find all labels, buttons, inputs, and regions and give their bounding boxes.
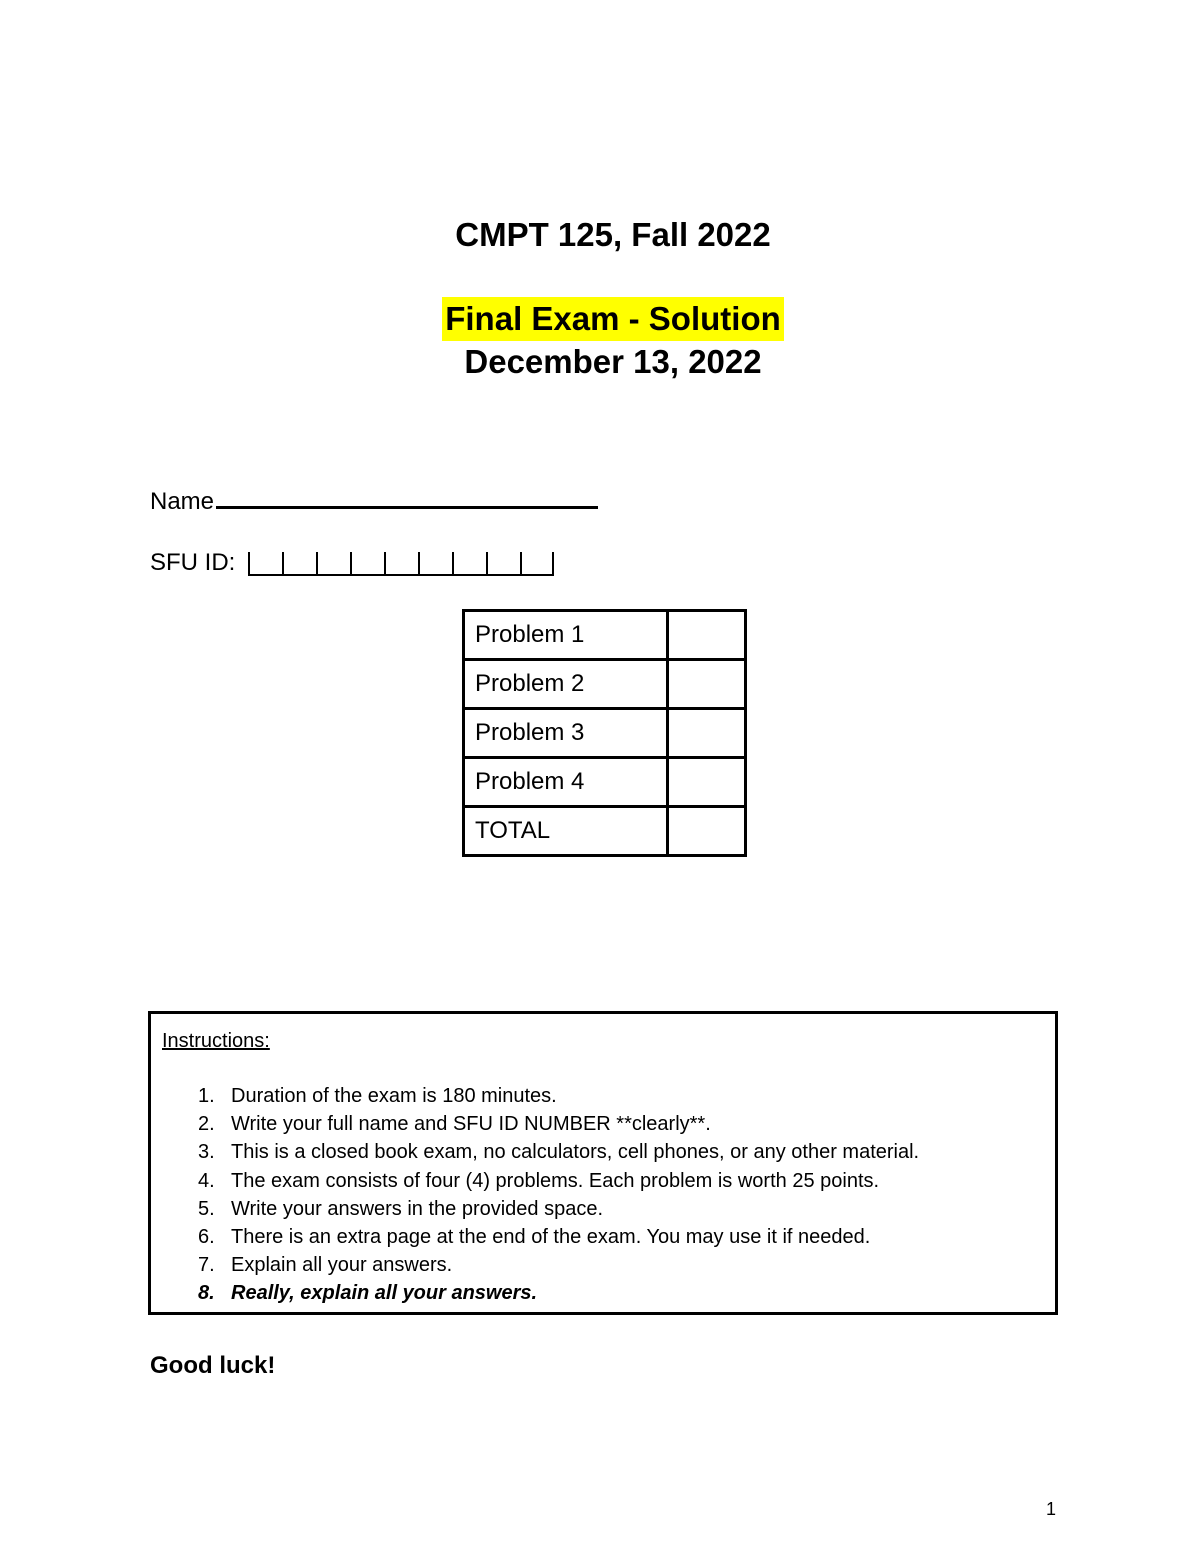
instruction-number: 1. [198, 1085, 215, 1107]
sfu-id-digit-box[interactable] [384, 552, 418, 576]
page-number: 1 [1046, 1499, 1057, 1519]
sfu-id-digit-box[interactable] [486, 552, 520, 576]
instruction-number: 5. [198, 1197, 215, 1220]
score-label: Problem 4 [464, 758, 668, 807]
instructions-list [151, 1082, 919, 1308]
instruction-item [151, 1138, 919, 1166]
instruction-text: The exam consists of four (4) problems. Each problem is worth 25 points. [231, 1169, 880, 1192]
score-table [462, 609, 747, 857]
instruction-item-emphasis [151, 1279, 919, 1307]
score-row-total [464, 807, 746, 856]
name-blank-line[interactable] [216, 480, 598, 509]
score-value [668, 709, 746, 758]
sfu-id-digit-box[interactable] [282, 552, 316, 576]
score-value [668, 807, 746, 856]
score-value [668, 611, 746, 660]
score-row-problem-3 [464, 709, 746, 758]
exam-title-container [0, 297, 1200, 341]
instructions-box [148, 1011, 1058, 1315]
sfu-id-digit-box[interactable] [248, 552, 282, 576]
sfu-id-boxes[interactable] [248, 545, 554, 581]
score-label: Problem 1 [464, 611, 668, 660]
instruction-number: 4. [198, 1169, 215, 1192]
sfu-id-label: SFU ID: [150, 549, 236, 576]
instruction-number: 3. [198, 1141, 215, 1164]
sfu-id-digit-box[interactable] [350, 552, 384, 576]
score-value [668, 758, 746, 807]
instruction-number: 8. [198, 1282, 215, 1305]
instruction-item [151, 1195, 919, 1223]
instruction-text: Really, explain all your answers. [231, 1282, 538, 1305]
sfu-id-field-row [150, 545, 554, 581]
course-title: CMPT 125, Fall 2022 [455, 216, 771, 253]
instruction-text: Write your full name and SFU ID NUMBER **clearly**. [231, 1113, 711, 1136]
score-row-problem-1 [464, 611, 746, 660]
name-field-row [150, 480, 598, 520]
instruction-number: 6. [198, 1226, 215, 1249]
sfu-id-digit-box[interactable] [316, 552, 350, 576]
instruction-item [151, 1223, 919, 1251]
instruction-text: Duration of the exam is 180 minutes. [231, 1085, 557, 1107]
instruction-item [151, 1167, 919, 1195]
instruction-text: Write your answers in the provided space. [231, 1197, 604, 1220]
sfu-id-digit-box[interactable] [520, 552, 554, 576]
exam-date: December 13, 2022 [464, 343, 762, 380]
instruction-item [151, 1110, 919, 1138]
sfu-id-digit-box[interactable] [418, 552, 452, 576]
score-value [668, 660, 746, 709]
name-label: Name [150, 488, 215, 515]
instruction-item [151, 1251, 919, 1279]
score-row-problem-2 [464, 660, 746, 709]
score-label: Problem 3 [464, 709, 668, 758]
sfu-id-digit-box[interactable] [452, 552, 486, 576]
score-label: Problem 2 [464, 660, 668, 709]
instruction-text: There is an extra page at the end of the exam. You may use it if needed. [231, 1226, 871, 1249]
closing-message: Good luck! [150, 1352, 276, 1379]
instruction-number: 7. [198, 1254, 215, 1277]
exam-title: Final Exam - Solution [442, 297, 784, 341]
instruction-item [151, 1082, 919, 1110]
score-row-problem-4 [464, 758, 746, 807]
instruction-number: 2. [198, 1113, 215, 1136]
instruction-text: Explain all your answers. [231, 1254, 453, 1277]
instruction-text: This is a closed book exam, no calculators, cell phones, or any other material. [231, 1141, 920, 1164]
instructions-heading: Instructions: [162, 1030, 270, 1052]
score-label: TOTAL [464, 807, 668, 856]
